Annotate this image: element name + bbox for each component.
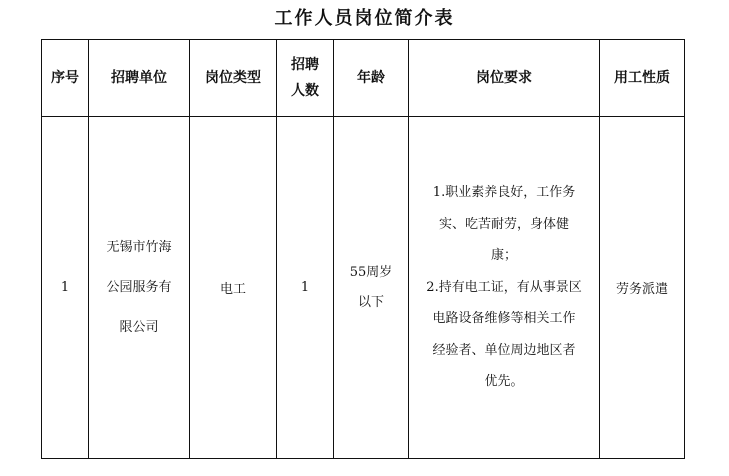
requirement-line: 2.持有电工证，有从事景区	[426, 279, 582, 295]
requirement-line: 电路设备维修等相关工作	[432, 311, 576, 327]
header-headcount-line2: 人数	[291, 83, 319, 99]
cell-index: 1	[42, 117, 89, 459]
requirement-line: 实、吃苦耐劳，身体健	[438, 216, 569, 232]
header-index: 序号	[42, 40, 89, 117]
cell-headcount: 1	[277, 117, 334, 459]
header-headcount-line1: 招聘	[291, 57, 319, 73]
age-line: 以下	[357, 294, 384, 310]
age-line: 55周岁	[349, 264, 393, 280]
header-requirements: 岗位要求	[409, 40, 600, 117]
table-row	[42, 117, 685, 459]
employer-line: 限公司	[119, 319, 159, 335]
page-title: 工作人员岗位简介表	[274, 8, 455, 29]
header-employment-type: 用工性质	[600, 40, 685, 117]
header-job-type: 岗位类型	[190, 40, 277, 117]
requirement-line: 经验者、单位周边地区者	[432, 342, 576, 358]
cell-job-type: 电工	[190, 117, 277, 459]
cell-employer	[89, 117, 190, 459]
cell-employment-type: 劳务派遣	[600, 117, 685, 459]
cell-requirements	[409, 117, 600, 459]
header-headcount	[277, 40, 334, 117]
requirement-line: 康；	[490, 248, 517, 264]
header-age: 年龄	[334, 40, 409, 117]
cell-age	[334, 117, 409, 459]
requirement-line: 优先。	[484, 374, 524, 390]
employer-line: 公园服务有	[106, 279, 172, 295]
employer-line: 无锡市竹海	[106, 239, 172, 255]
table-header-row	[42, 40, 685, 117]
job-table	[41, 39, 685, 459]
requirement-line: 1.职业素养良好，工作务	[432, 185, 576, 201]
header-employer: 招聘单位	[89, 40, 190, 117]
